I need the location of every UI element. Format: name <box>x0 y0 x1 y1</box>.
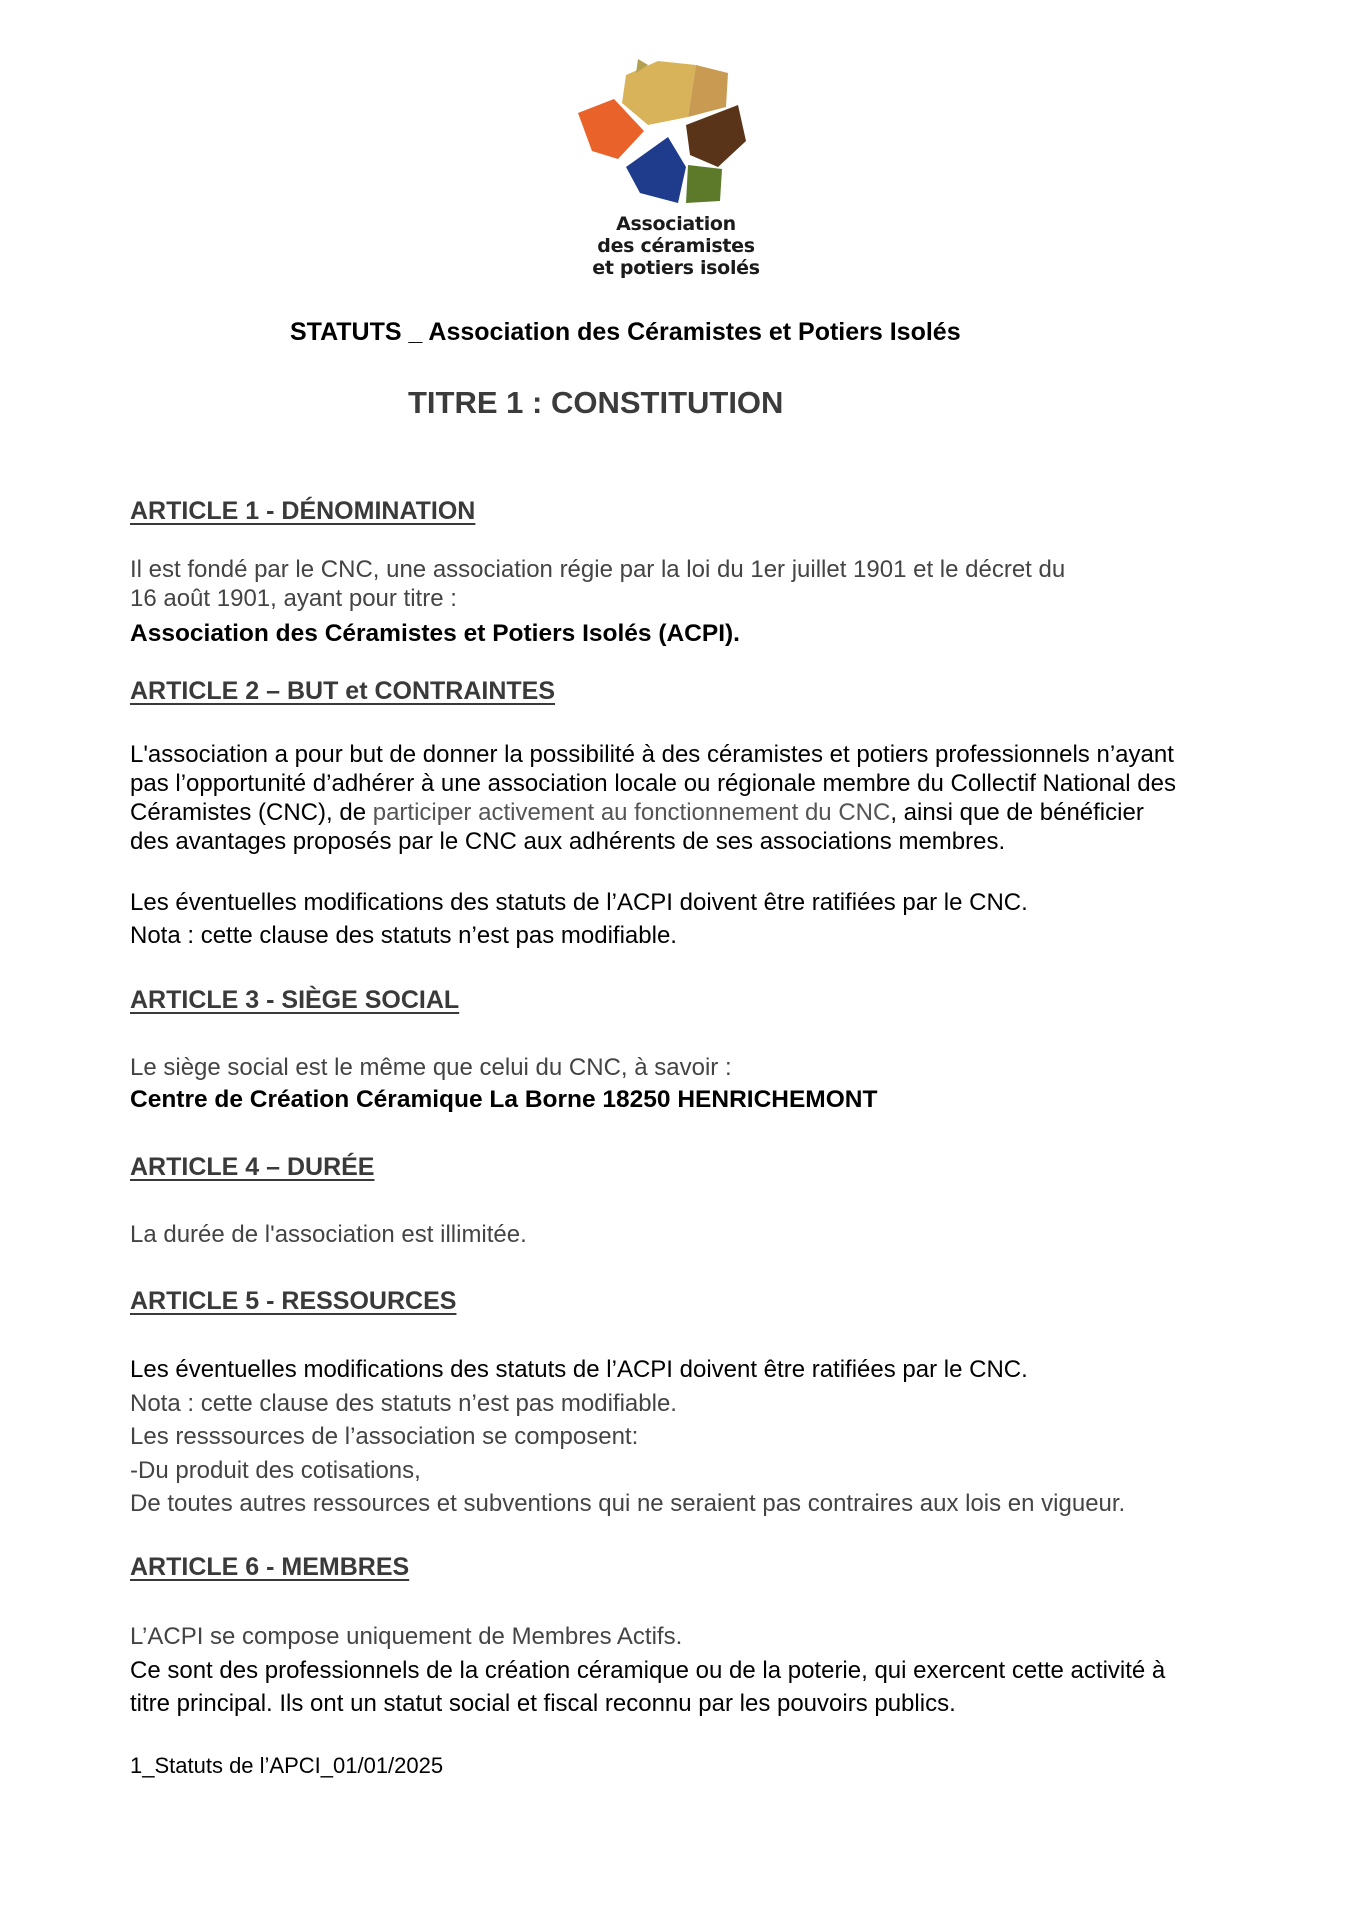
article-1-line-2: 16 août 1901, ayant pour titre : <box>130 585 457 612</box>
association-logo <box>578 55 774 287</box>
article-6-line-1: L’ACPI se compose uniquement de Membres Actifs. <box>130 1623 683 1650</box>
article-6-heading: ARTICLE 6 - MEMBRES <box>130 1553 410 1581</box>
article-5-line-4: -Du produit des cotisations, <box>130 1456 421 1484</box>
article-2-line-1: L'association a pour but de donner la possibilité à des céramistes et potiers professionnels n’ayant <box>130 741 1174 768</box>
article-2-para-2-line-2: Nota : cette clause des statuts n’est pas modifiable. <box>130 922 677 949</box>
article-2-heading: ARTICLE 2 – BUT et CONTRAINTES <box>130 677 556 705</box>
article-1-line-1: Il est fondé par le CNC, une association régie par la loi du 1er juillet 1901 et le décret du <box>130 556 1066 583</box>
article-6-text <box>130 1620 1165 1721</box>
article-2-para-2-line-1: Les éventuelles modifications des statuts de l’ACPI doivent être ratifiées par le CNC. <box>130 889 1028 916</box>
article-5-heading: ARTICLE 5 - RESSOURCES <box>130 1287 457 1315</box>
article-1-heading: ARTICLE 1 - DÉNOMINATION <box>130 497 476 525</box>
article-6-line-3: titre principal. Ils ont un statut social et fiscal reconnu par les pouvoirs publics. <box>130 1690 956 1717</box>
ceramic-shards-logo-icon <box>578 55 774 205</box>
logo-text-line-2: des céramistes <box>597 235 755 257</box>
article-5-line-3: Les resssources de l’association se composent: <box>130 1423 639 1450</box>
article-6-line-2: Ce sont des professionnels de la création céramique ou de la poterie, qui exercent cette activité à <box>130 1656 1166 1684</box>
logo-text-line-1: Association <box>616 213 736 235</box>
article-2-line-3-c: , ainsi que de bénéficier <box>890 799 1144 826</box>
article-2-line-3-a: Céramistes (CNC), de <box>130 799 373 826</box>
article-1-text <box>130 555 1065 613</box>
logo-text-line-3: et potiers isolés <box>592 257 760 279</box>
article-3-text: Le siège social est le même que celui du CNC, à savoir : <box>130 1054 732 1081</box>
article-4-text: La durée de l'association est illimitée. <box>130 1221 527 1248</box>
article-2-line-3 <box>130 798 1176 827</box>
article-2-line-3-b: participer activement au fonctionnement du CNC <box>372 799 891 826</box>
article-4-heading: ARTICLE 4 – DURÉE <box>130 1153 375 1181</box>
article-1-association-name: Association des Céramistes et Potiers Isolés (ACPI). <box>130 620 740 647</box>
article-5-line-2: Nota : cette clause des statuts n’est pas modifiable. <box>130 1389 677 1417</box>
article-2-line-2: pas l’opportunité d’adhérer à une association locale ou régionale membre du Collectif National des <box>130 770 1176 797</box>
article-5-text <box>130 1353 1125 1521</box>
section-title: TITRE 1 : CONSTITUTION <box>408 385 784 420</box>
article-3-heading: ARTICLE 3 - SIÈGE SOCIAL <box>130 986 460 1014</box>
article-5-line-1: Les éventuelles modifications des statuts de l’ACPI doivent être ratifiées par le CNC. <box>130 1356 1028 1383</box>
article-5-line-5: De toutes autres ressources et subventions qui ne seraient pas contraires aux lois en vigueur. <box>130 1490 1126 1517</box>
page-footer: 1_Statuts de l’APCI_01/01/2025 <box>130 1753 444 1778</box>
document-title: STATUTS _ Association des Céramistes et Potiers Isolés <box>290 318 961 346</box>
article-2-text <box>130 740 1176 856</box>
article-3-address: Centre de Création Céramique La Borne 18250 HENRICHEMONT <box>130 1086 878 1113</box>
article-2-para-2 <box>130 886 1028 952</box>
article-2-line-4: des avantages proposés par le CNC aux adhérents de ses associations membres. <box>130 828 1006 855</box>
